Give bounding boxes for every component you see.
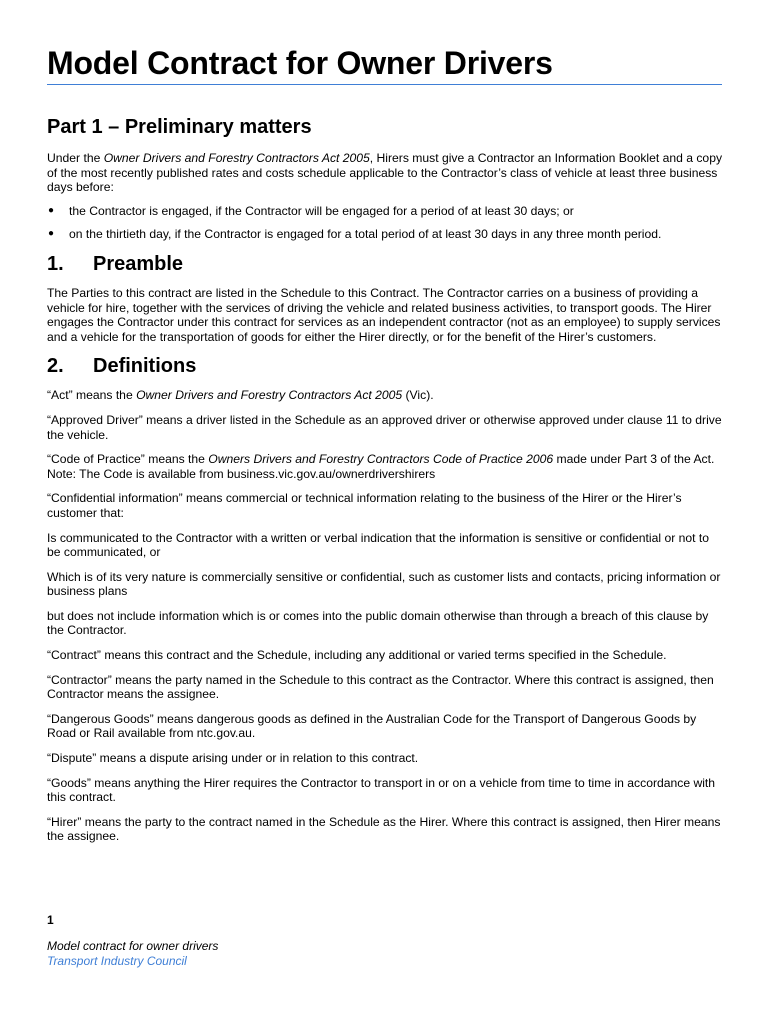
bullet-icon: ●: [48, 228, 55, 240]
page-title: Model Contract for Owner Drivers: [47, 45, 553, 81]
definition-goods: “Goods” means anything the Hirer requires the Contractor to transport in or on a vehicle from time to time in accordance with this contract.: [47, 775, 716, 805]
title-rule: [47, 84, 722, 85]
definition-contractor: “Contractor” means the party named in the Schedule to this contract as the Contractor. Where this contract is assigned, then Contractor means the assignee.: [47, 672, 714, 702]
list-item: ● the Contractor is engaged, if the Contractor will be engaged for a period of at least 30 days; or: [48, 203, 574, 218]
section-title: Preamble: [93, 252, 184, 275]
definition-hirer: “Hirer” means the party to the contract named in the Schedule as the Hirer. Where this contract is assigned, then Hirer means the assignee.: [47, 814, 721, 844]
intro-paragraph: Under the Owner Drivers and Forestry Contractors Act 2005, Hirers must give a Contractor an Information Booklet and a copy of the most recently published rates and costs schedule applicable to the Contractor’s class of vehicle at least three business days before:: [47, 151, 723, 195]
part-heading: Part 1 – Preliminary matters: [47, 116, 312, 138]
section-number: 1.: [47, 252, 64, 275]
footer-document-title: Model contract for owner drivers: [47, 939, 219, 953]
definition-exclusion: but does not include information which is or comes into the public domain otherwise than through a breach of this clause by the Contractor.: [47, 608, 709, 638]
definition-code-of-practice: “Code of Practice” means the Owners Drivers and Forestry Contractors Code of Practice 2006 made under Part 3 of the Act. Note: The Code is available from business.vic.gov.au/ownerdrivershirers: [47, 452, 715, 481]
preamble-paragraph: The Parties to this contract are listed in the Schedule to this Contract. The Contractor carries on a business of providing a vehicle for hire, together with the services of driving the vehicle and related business activities, to transport goods. The Hirer engages the Contractor under this contract for services as an independent contractor (not as an employee) to supply services and a vehicle for the transportation of goods for either the Hirer directly, or for the benefit of the Hirer’s customers.: [47, 285, 721, 344]
bullet-icon: ●: [48, 204, 55, 216]
definition-dangerous-goods: “Dangerous Goods” means dangerous goods as defined in the Australian Code for the Transport of Dangerous Goods by Road or Rail available from ntc.gov.au.: [47, 711, 697, 741]
list-item: ● on the thirtieth day, if the Contractor is engaged for a total period of at least 30 days in any three month period.: [48, 227, 662, 242]
definition-communicated: Is communicated to the Contractor with a written or verbal indication that the information is sensitive or confidential or not to be communicated, or: [47, 530, 709, 560]
definition-approved-driver: “Approved Driver” means a driver listed in the Schedule as an approved driver or otherwise approved under clause 11 to drive the vehicle.: [47, 412, 722, 442]
definition-dispute: “Dispute” means a dispute arising under or in relation to this contract.: [47, 751, 419, 766]
section-title: Definitions: [93, 355, 197, 378]
section-heading-preamble: [47, 252, 722, 276]
document-body: [47, 151, 722, 854]
page-number: 1: [47, 913, 54, 927]
footer-organization: Transport Industry Council: [47, 954, 187, 968]
definition-confidential-information: “Confidential information” means commercial or technical information relating to the business of the Hirer or the Hirer’s customer that:: [47, 491, 682, 520]
bullet-list: [47, 204, 722, 242]
definition-act: “Act” means the Owner Drivers and Forestry Contractors Act 2005 (Vic).: [47, 388, 434, 403]
section-number: 2.: [47, 355, 64, 378]
section-heading-definitions: [47, 354, 722, 378]
definition-contract: “Contract” means this contract and the Schedule, including any additional or varied terms specified in the Schedule.: [47, 648, 667, 663]
definition-very-nature: Which is of its very nature is commercially sensitive or confidential, such as customer lists and contacts, pricing information or business plans: [47, 569, 721, 599]
